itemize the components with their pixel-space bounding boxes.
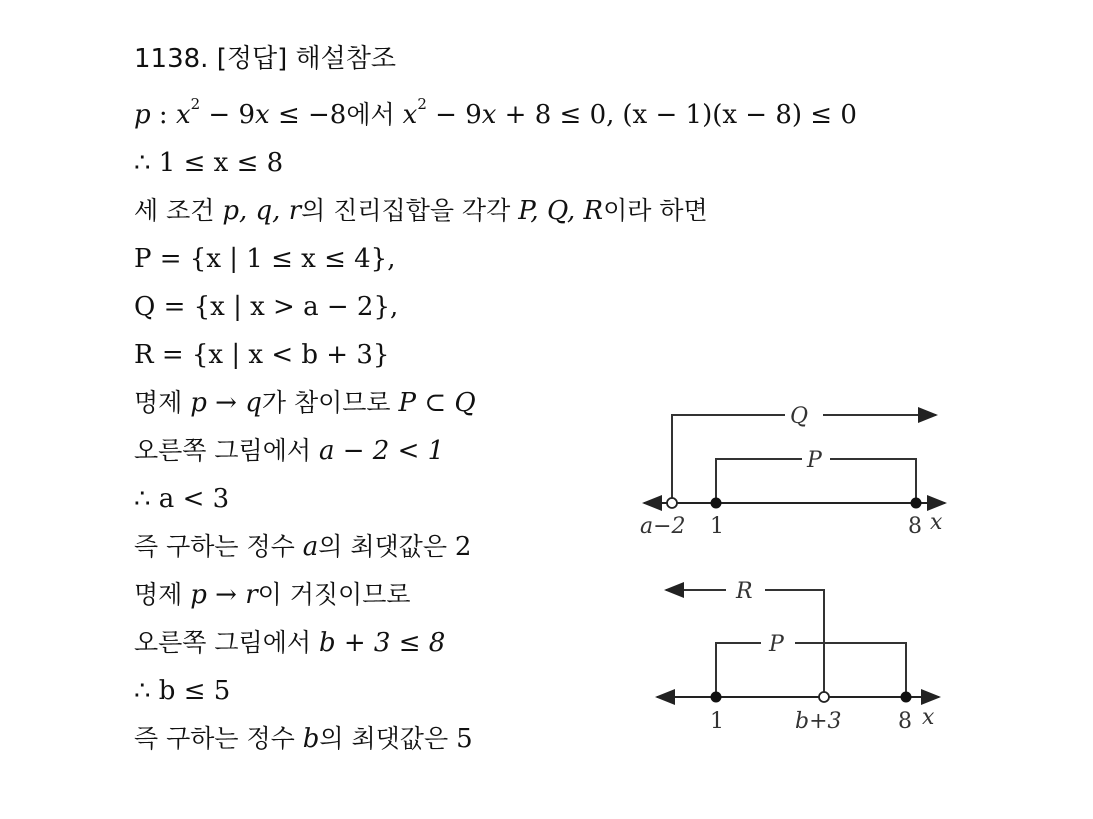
point-8	[901, 692, 912, 703]
figure-1-number-line	[630, 385, 970, 550]
solution-title: 1138. [정답] 해설참조	[134, 44, 396, 74]
therefore-1-text: ∴ 1 ≤ x ≤ 8	[134, 148, 284, 178]
set-R	[134, 331, 389, 379]
answer-a	[134, 523, 471, 571]
P-bracket-left	[716, 459, 802, 498]
P-label: P	[769, 632, 784, 657]
equation-1	[134, 91, 857, 139]
math: P ⊂ Q	[398, 388, 476, 418]
term: − 9	[426, 100, 482, 130]
tick-8: 8	[908, 514, 922, 539]
var-p: p	[134, 100, 151, 130]
Q-label: Q	[790, 404, 809, 429]
sets-PQR: P, Q, R	[518, 196, 604, 226]
var-x: x	[255, 100, 270, 130]
P-label: P	[807, 448, 822, 473]
colon: :	[150, 100, 176, 130]
point-b-plus-3	[819, 692, 829, 702]
text: 오른쪽 그림에서	[134, 436, 319, 465]
var-b: b	[302, 724, 320, 754]
tick-b-plus-3: b+3	[795, 709, 842, 734]
math: a − 2 < 1	[318, 436, 445, 466]
set-Q-text: Q = {x | x > a − 2},	[134, 292, 399, 322]
P-bracket-left	[716, 643, 761, 692]
tick-8: 8	[898, 709, 912, 734]
answer-value: 5	[456, 724, 473, 754]
therefore-3-text: ∴ b ≤ 5	[134, 676, 231, 706]
set-P-text: P = {x | 1 ≤ x ≤ 4},	[134, 244, 396, 274]
set-R-text: R = {x | x < b + 3}	[134, 340, 390, 370]
axis-x-label: x	[922, 705, 935, 730]
text: 의 최댓값은	[319, 724, 457, 753]
therefore-1	[134, 139, 283, 187]
point-1	[711, 498, 722, 509]
figure-2-number-line	[630, 570, 970, 740]
factored-ineq: (x − 1)(x − 8) ≤ 0	[622, 100, 857, 130]
P-bracket-right	[830, 459, 916, 498]
point-1	[711, 692, 722, 703]
text: 이라 하면	[603, 196, 708, 225]
text: 이 거짓이므로	[257, 580, 411, 609]
tick-a-minus-2: a−2	[640, 514, 686, 539]
text: 의 진리집합을 각각	[301, 196, 519, 225]
therefore-3	[134, 667, 230, 715]
exponent: 2	[190, 95, 201, 114]
figure-2-text	[134, 619, 445, 667]
sets-intro	[134, 187, 708, 235]
therefore-2	[134, 475, 229, 523]
P-bracket-right	[795, 643, 906, 692]
text: 명제	[134, 580, 191, 609]
R-label: R	[736, 579, 753, 604]
text: 즉 구하는 정수	[134, 724, 303, 753]
vars-pqr: p, q, r	[222, 196, 302, 226]
var-a: a	[302, 532, 319, 562]
text: 오른쪽 그림에서	[134, 628, 319, 657]
var-x: x	[402, 100, 418, 130]
proposition-1	[134, 379, 476, 427]
text: 세 조건	[134, 196, 223, 225]
korean-word: 에서	[346, 100, 395, 129]
Q-bracket	[672, 415, 785, 498]
tick-1: 1	[710, 514, 724, 539]
therefore-2-text: ∴ a < 3	[134, 484, 230, 514]
text: 명제	[134, 388, 191, 417]
set-Q	[134, 283, 398, 331]
var-x: x	[481, 100, 497, 130]
answer-b	[134, 715, 473, 763]
point-8	[911, 498, 922, 509]
text: 즉 구하는 정수	[134, 532, 303, 561]
axis-x-label: x	[930, 510, 943, 535]
term: + 8 ≤ 0,	[496, 100, 615, 130]
ineq: ≤ −8	[269, 100, 347, 130]
term: − 9	[200, 100, 256, 130]
answer-value: 2	[454, 532, 472, 562]
tick-1: 1	[710, 709, 724, 734]
math: p → q	[190, 388, 262, 418]
proposition-2	[134, 571, 411, 619]
point-a-minus-2	[667, 498, 677, 508]
text: 의 최댓값은	[318, 532, 455, 561]
text: 가 참이므로	[261, 388, 399, 417]
math: b + 3 ≤ 8	[318, 628, 446, 658]
math: p → r	[190, 580, 258, 610]
set-P	[134, 235, 396, 283]
exponent: 2	[417, 95, 427, 114]
var-x: x	[175, 100, 191, 130]
figure-1-text	[134, 427, 444, 475]
